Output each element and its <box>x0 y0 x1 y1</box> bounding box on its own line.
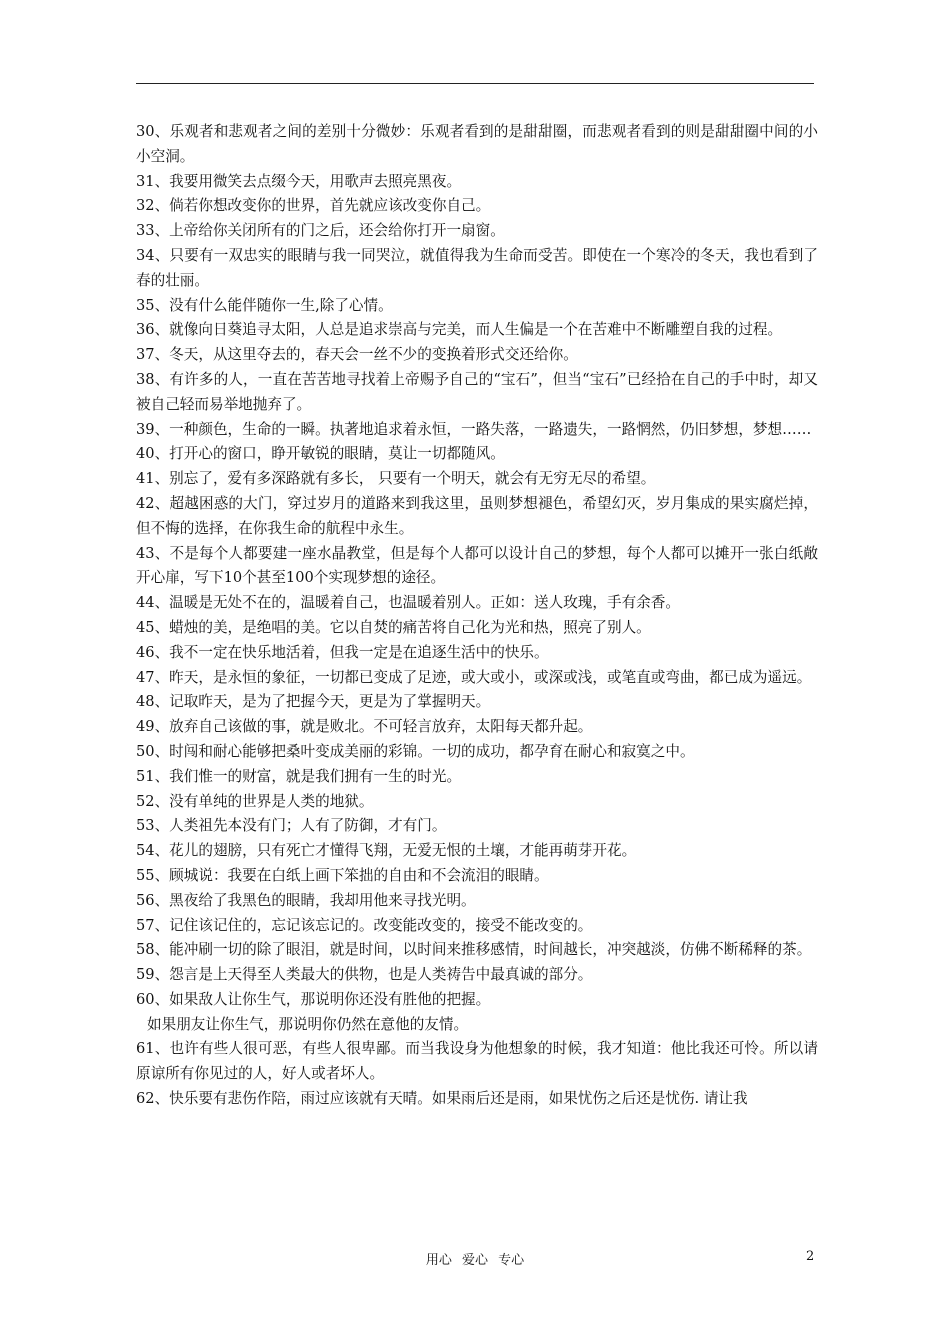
quote-48: 48、记取昨天，是为了把握今天，更是为了掌握明天。 <box>136 693 491 711</box>
quote-46: 46、我不一定在快乐地活着，但我一定是在追逐生活中的快乐。 <box>136 643 549 661</box>
quote-36: 36、就像向日葵追寻太阳，人总是追求崇高与完美，而人生偏是一个在苦难中不断雕塑自我的过程。 <box>136 321 783 339</box>
quote-41: 41、别忘了，爱有多深路就有多长， 只要有一个明天，就会有无穷无尽的希望。 <box>136 470 656 488</box>
quote-32: 32、倘若你想改变你的世界，首先就应该改变你自己。 <box>136 197 491 215</box>
quote-55: 55、顾城说：我要在白纸上画下笨拙的自由和不会流泪的眼睛。 <box>136 866 549 884</box>
quote-56: 56、黑夜给了我黑色的眼睛，我却用他来寻找光明。 <box>136 891 476 909</box>
quote-42: 42、超越困惑的大门，穿过岁月的道路来到我这里，虽则梦想褪色，希望幻灭，岁月集成的果实腐烂掉，但不悔的选择，在你我生命的航程中永生。 <box>136 494 818 537</box>
quote-35: 35、没有什么能伴随你一生,除了心情。 <box>136 296 393 314</box>
quote-62: 62、快乐要有悲伤作陪，雨过应该就有天晴。如果雨后还是雨，如果忧伤之后还是忧伤. 请让我 <box>136 1090 748 1108</box>
quote-34: 34、只要有一双忠实的眼睛与我一同哭泣，就值得我为生命而受苦。即使在一个寒冷的冬天，我也看到了春的壮丽。 <box>136 246 818 289</box>
quote-47: 47、昨天，是永恒的象征，一切都已变成了足迹，或大或小，或深或浅，或笔直或弯曲，都已成为遥远。 <box>136 668 812 686</box>
footer-text: 用心 爱心 专心 <box>425 1253 525 1268</box>
quote-60-continued: 如果朋友让你生气，那说明你仍然在意他的友情。 <box>147 1015 469 1033</box>
quote-30: 30、乐观者和悲观者之间的差别十分微妙：乐观者看到的是甜甜圈，而悲观者看到的则是甜甜圈中间的小小空洞。 <box>136 123 818 165</box>
quote-52: 52、没有单纯的世界是人类的地狱。 <box>136 792 374 810</box>
quote-39: 39、一种颜色，生命的一瞬。执著地追求着永恒，一路失落，一路遗失，一路惘然，仍旧梦想，梦想…… <box>136 420 812 438</box>
quote-31: 31、我要用微笑去点缀今天，用歌声去照亮黑夜。 <box>136 172 462 190</box>
quote-58: 58、能冲刷一切的除了眼泪，就是时间，以时间来推移感情，时间越长，冲突越淡，仿佛不断稀释的茶。 <box>136 941 812 959</box>
quote-54: 54、花儿的翅膀，只有死亡才懂得飞翔，无爱无恨的土壤，才能再萌芽开花。 <box>136 842 637 860</box>
quote-33: 33、上帝给你关闭所有的门之后，还会给你打开一扇窗。 <box>136 222 505 240</box>
header-rule <box>136 83 814 84</box>
quote-53: 53、人类祖先本没有门；人有了防御，才有门。 <box>136 817 447 835</box>
quote-60: 60、如果敌人让你生气，那说明你还没有胜他的把握。 <box>136 990 491 1008</box>
quote-44: 44、温暖是无处不在的，温暖着自己，也温暖着别人。正如：送人玫瑰，手有余香。 <box>136 594 680 612</box>
quote-37: 37、冬天，从这里夺去的，春天会一丝不少的变换着形式交还给你。 <box>136 346 578 364</box>
quote-59: 59、怨言是上天得至人类最大的供物，也是人类祷告中最真诚的部分。 <box>136 966 593 984</box>
quote-49: 49、放弃自己该做的事，就是败北。不可轻言放弃，太阳每天都升起。 <box>136 718 593 736</box>
quote-45: 45、蜡烛的美，是绝唱的美。它以自焚的痛苦将自己化为光和热，照亮了别人。 <box>136 618 651 636</box>
quote-51: 51、我们惟一的财富，就是我们拥有一生的时光。 <box>136 767 462 785</box>
quote-40: 40、打开心的窗口，睁开敏锐的眼睛，莫让一切都随风。 <box>136 445 505 463</box>
quote-38: 38、有许多的人，一直在苦苦地寻找着上帝赐予自己的“宝石”，但当“宝石”已经拾在自己的手中时，却又被自己轻而易举地抛弃了。 <box>136 370 818 413</box>
quote-43: 43、不是每个人都要建一座水晶教堂，但是每个人都可以设计自己的梦想，每个人都可以摊开一张白纸敞开心扉，写下10个甚至100个实现梦想的途径。 <box>136 544 818 587</box>
document-body <box>136 120 818 1112</box>
page-number: 2 <box>806 1249 815 1264</box>
quote-50: 50、时闯和耐心能够把桑叶变成美丽的彩锦。一切的成功，都孕育在耐心和寂寞之中。 <box>136 742 695 760</box>
quote-57: 57、记住该记住的，忘记该忘记的。改变能改变的，接受不能改变的。 <box>136 916 593 934</box>
quote-61: 61、也许有些人很可恶，有些人很卑鄙。而当我设身为他想象的时候，我才知道：他比我还可怜。所以请原谅所有你见过的人，好人或者坏人。 <box>136 1040 818 1083</box>
